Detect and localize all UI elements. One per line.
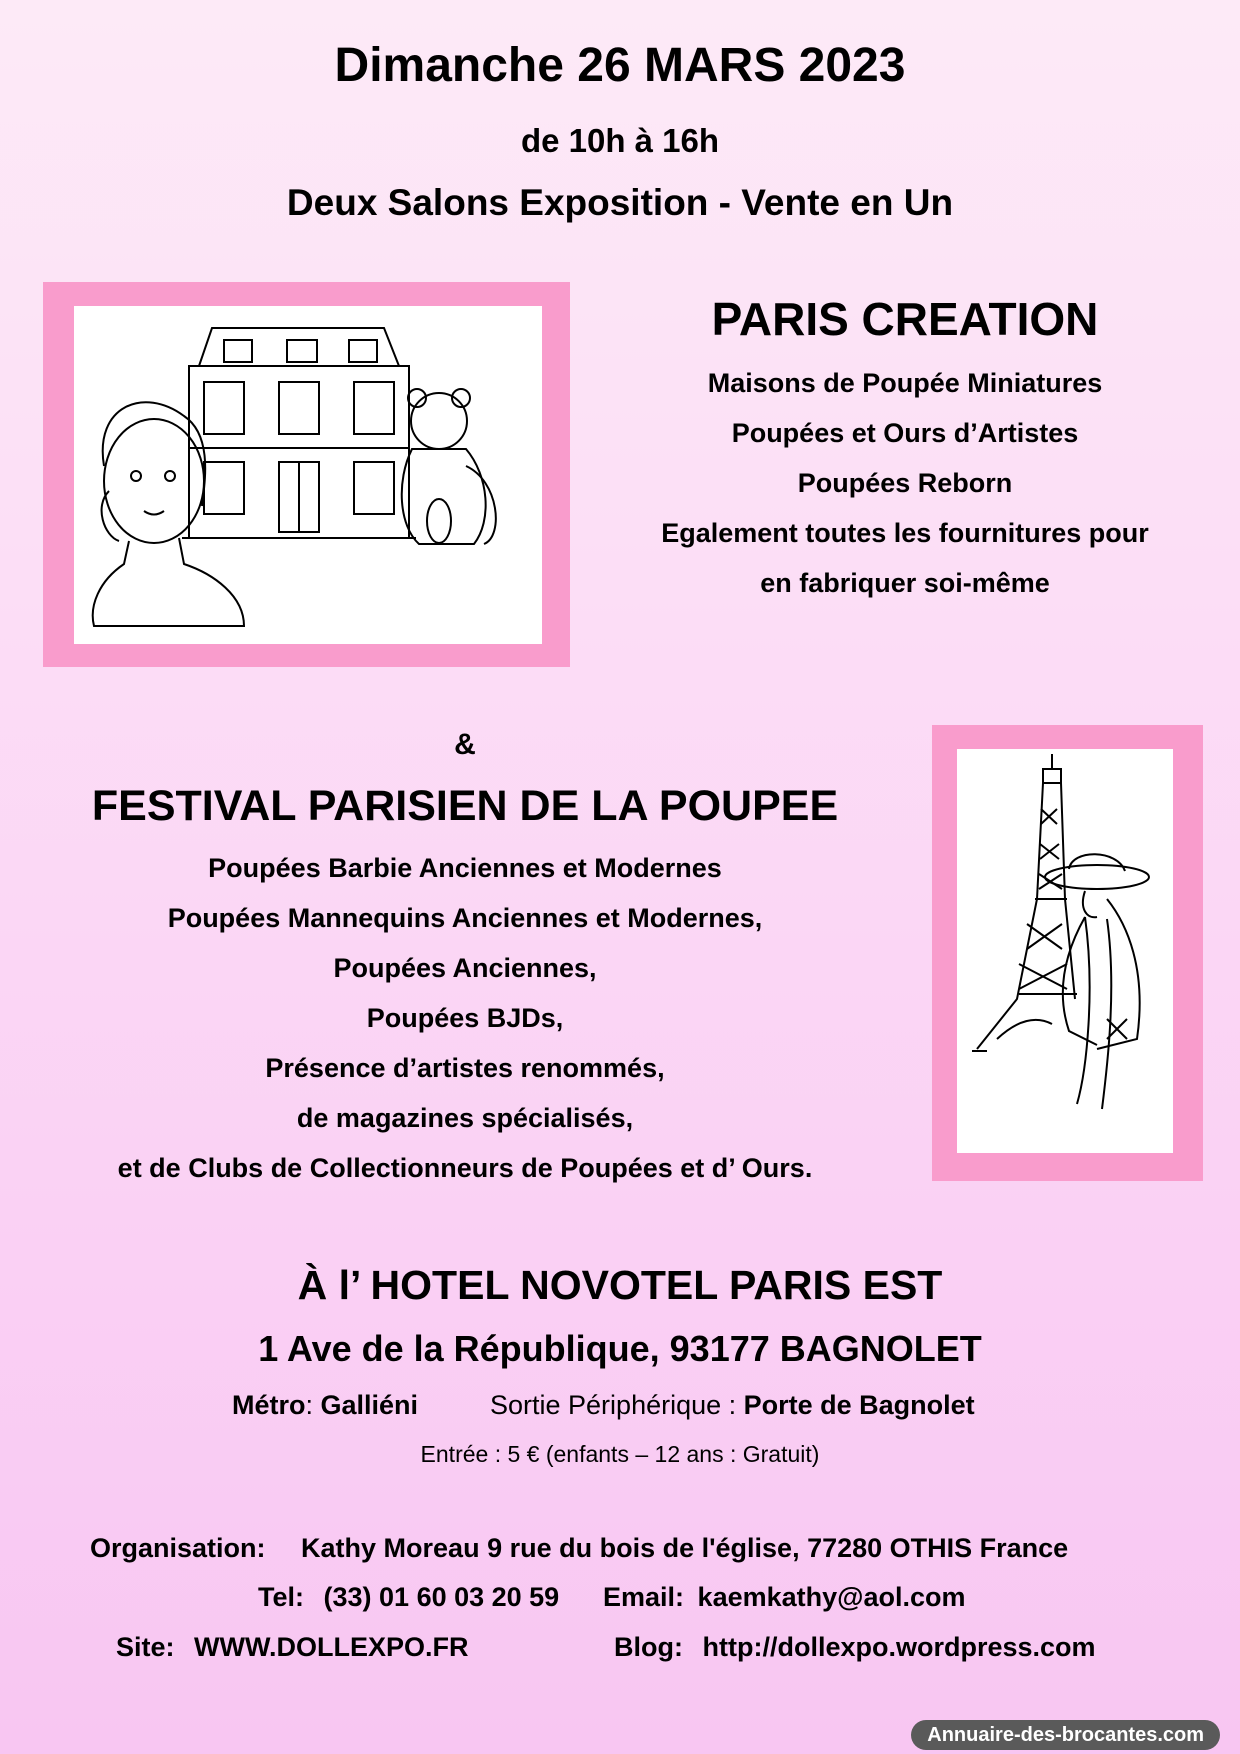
- festival-list: [40, 853, 890, 1193]
- paris-creation-line: Poupées Reborn: [797, 468, 1013, 498]
- blog-value[interactable]: http://dollexpo.wordpress.com: [702, 1632, 1096, 1662]
- paris-creation-list: [600, 368, 1210, 608]
- festival-line: de magazines spécialisés,: [296, 1103, 634, 1133]
- blog-row: [614, 1632, 1096, 1663]
- venue-hotel: À l’ HOTEL NOVOTEL PARIS EST: [297, 1262, 943, 1308]
- site-label: Site:: [116, 1632, 175, 1662]
- blog-label: Blog:: [614, 1632, 683, 1662]
- tel-row: [258, 1582, 559, 1613]
- email-row: [603, 1582, 966, 1613]
- venue-address: 1 Ave de la République, 93177 BAGNOLET: [258, 1328, 982, 1369]
- exit-row: [490, 1390, 975, 1421]
- metro-label: Métro: [232, 1390, 306, 1420]
- site-value[interactable]: WWW.DOLLEXPO.FR: [194, 1632, 469, 1662]
- festival-line: Poupées Anciennes,: [333, 953, 597, 983]
- exit-label: Sortie Périphérique :: [490, 1390, 744, 1420]
- org-value: Kathy Moreau 9 rue du bois de l'église, 77280 OTHIS France: [301, 1533, 1069, 1563]
- dollhouse-illustration-frame: [43, 282, 570, 667]
- event-date: Dimanche 26 MARS 2023: [334, 39, 906, 92]
- paris-creation-line: Maisons de Poupée Miniatures: [707, 368, 1103, 398]
- site-row: [116, 1632, 469, 1663]
- paris-creation-line: en fabriquer soi-même: [760, 568, 1050, 598]
- org-label: Organisation:: [90, 1533, 266, 1563]
- festival-line: Poupées Mannequins Anciennes et Modernes,: [167, 903, 763, 933]
- event-hours: de 10h à 16h: [520, 122, 720, 159]
- metro-value: Galliéni: [320, 1390, 419, 1420]
- ampersand: &: [454, 728, 476, 761]
- entry-price: Entrée : 5 € (enfants – 12 ans : Gratuit): [420, 1441, 820, 1467]
- email-label: Email:: [603, 1582, 685, 1612]
- paris-creation-title: PARIS CREATION: [711, 293, 1099, 345]
- watermark-badge[interactable]: Annuaire-des-brocantes.com: [911, 1720, 1220, 1750]
- paris-creation-line: Poupées et Ours d’Artistes: [731, 418, 1079, 448]
- festival-line: Poupées Barbie Anciennes et Modernes: [208, 853, 722, 883]
- email-value[interactable]: kaemkathy@aol.com: [697, 1582, 966, 1612]
- eiffel-illustration-frame: [932, 725, 1203, 1181]
- festival-title: FESTIVAL PARISIEN DE LA POUPEE: [91, 782, 839, 830]
- transport-row: [232, 1390, 418, 1421]
- tel-label: Tel:: [258, 1582, 304, 1612]
- paris-creation-line: Egalement toutes les fournitures pour: [661, 518, 1149, 548]
- festival-line: Poupées BJDs,: [366, 1003, 564, 1033]
- organisation-row: [90, 1533, 1068, 1564]
- metro-separator: :: [305, 1390, 321, 1420]
- festival-line: et de Clubs de Collectionneurs de Poupées et d’ Ours.: [117, 1153, 813, 1183]
- dollhouse-doll-bear-illustration: [74, 306, 542, 644]
- exit-value: Porte de Bagnolet: [743, 1390, 975, 1420]
- eiffel-tower-illustration: [957, 749, 1173, 1153]
- festival-line: Présence d’artistes renommés,: [265, 1053, 665, 1083]
- event-subtitle: Deux Salons Exposition - Vente en Un: [286, 182, 954, 223]
- tel-value: (33) 01 60 03 20 59: [323, 1582, 560, 1612]
